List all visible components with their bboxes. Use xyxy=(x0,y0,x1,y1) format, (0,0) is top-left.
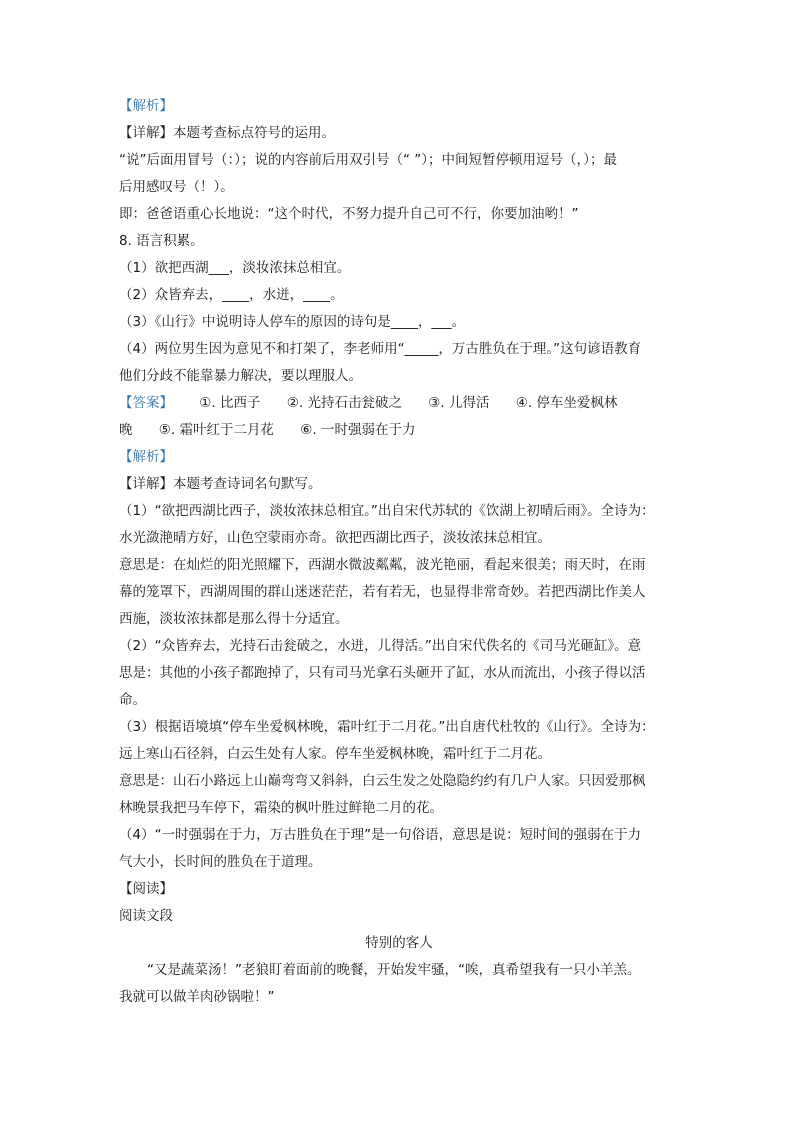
text-line: 气大小，长时间的胜负在于道理。 xyxy=(119,854,322,870)
answer-item: ④. 停车坐爱枫林 xyxy=(515,395,618,411)
text-line: 【详解】本题考查诗词名句默写。 xyxy=(119,476,322,492)
text-line: （2）“众皆弃去，光持石击瓮破之，水迸，儿得活。”出自宋代佚名的《司马光砸缸》。意 xyxy=(119,638,642,654)
answer-continuation: 晚 xyxy=(119,422,133,438)
text-line: （4）“一时强弱在于力，万古胜负在于理”是一句俗语，意思是说：短时间的强弱在于力 xyxy=(119,827,642,843)
answer-item: ⑤. 霜叶红于二月花 xyxy=(158,422,274,438)
text-line: 即：爸爸语重心长地说：“这个时代，不努力提升自己可不行，你要加油哟！” xyxy=(119,206,579,222)
text-line: 水光潋滟晴方好，山色空蒙雨亦奇。欲把西湖比西子，淡妆浓抹总相宜。 xyxy=(119,530,551,546)
answer-label: 【答案】 xyxy=(119,395,173,411)
explanation-punctuation xyxy=(119,93,679,390)
text-line: （1）欲把西湖___，淡妆浓抹总相宜。 xyxy=(119,260,351,276)
text-line: 幕的笼罩下，西湖周围的群山迷迷茫茫，若有若无，也显得非常奇妙。若把西湖比作美人 xyxy=(119,584,646,600)
text-line: 林晚景我把马车停下，霜染的枫叶胜过鲜艳二月的花。 xyxy=(119,800,443,816)
explanation-poetry-and-reading xyxy=(119,444,679,1011)
text-line: （4）两位男生因为意见不和打架了，李老师用“_____，万古胜负在于理。”这句谚语教育 xyxy=(119,341,642,357)
text-line: （3）《山行》中说明诗人停车的原因的诗句是____，___。 xyxy=(119,314,466,330)
text-line: 他们分歧不能靠暴力解决，要以理服人。 xyxy=(119,368,362,384)
text-line: 【解析】 xyxy=(119,98,173,114)
text-line: 特别的客人 xyxy=(365,935,433,951)
text-line: 命。 xyxy=(119,692,146,708)
document-content xyxy=(119,93,679,1011)
text-line: “说”后面用冒号（：）；说的内容前后用双引号（“ ”）；中间短暂停顿用逗号（，）；最 xyxy=(119,152,618,168)
text-line: 意思是：山石小路远上山巅弯弯又斜斜，白云生发之处隐隐约约有几户人家。只因爱那枫 xyxy=(119,773,646,789)
text-line: 后用感叹号（！）。 xyxy=(119,179,234,195)
answer-item: ①. 比西子 xyxy=(199,395,261,411)
text-line: 8. 语言积累。 xyxy=(119,233,204,249)
text-line: 【详解】本题考查标点符号的运用。 xyxy=(119,125,335,141)
answer-block xyxy=(119,390,679,444)
text-line: 【解析】 xyxy=(119,449,173,465)
text-line: 西施，淡妆浓抹都是那么得十分适宜。 xyxy=(119,611,349,627)
text-line: 思是：其他的小孩子都跑掉了，只有司马光拿石头砸开了缸，水从而流出，小孩子得以活 xyxy=(119,665,646,681)
answer-item: ⑥. 一时强弱在于力 xyxy=(300,422,416,438)
text-line: （3）根据语境填“停车坐爱枫林晚，霜叶红于二月花。”出自唐代杜牧的《山行》。全诗为： xyxy=(119,719,655,735)
text-line: 远上寒山石径斜，白云生处有人家。停车坐爱枫林晚，霜叶红于二月花。 xyxy=(119,746,551,762)
text-line: 我就可以做羊肉砂锅啦！” xyxy=(119,989,275,1005)
text-line: “又是蔬菜汤！”老狼盯着面前的晚餐，开始发牢骚，“唉，真希望我有一只小羊羔。 xyxy=(147,962,641,978)
text-line: 【阅读】 xyxy=(119,881,173,897)
text-line: 意思是：在灿烂的阳光照耀下，西湖水微波粼粼，波光艳丽，看起来很美；雨天时，在雨 xyxy=(119,557,646,573)
answer-item: ③. 儿得活 xyxy=(428,395,490,411)
answer-item: ②. 光持石击瓮破之 xyxy=(286,395,402,411)
text-line: （1）“欲把西湖比西子，淡妆浓抹总相宜。”出自宋代苏轼的《饮湖上初晴后雨》。全诗为： xyxy=(119,503,655,519)
text-line: 阅读文段 xyxy=(119,908,173,924)
text-line: （2）众皆弃去，____，水迸，____。 xyxy=(119,287,344,303)
